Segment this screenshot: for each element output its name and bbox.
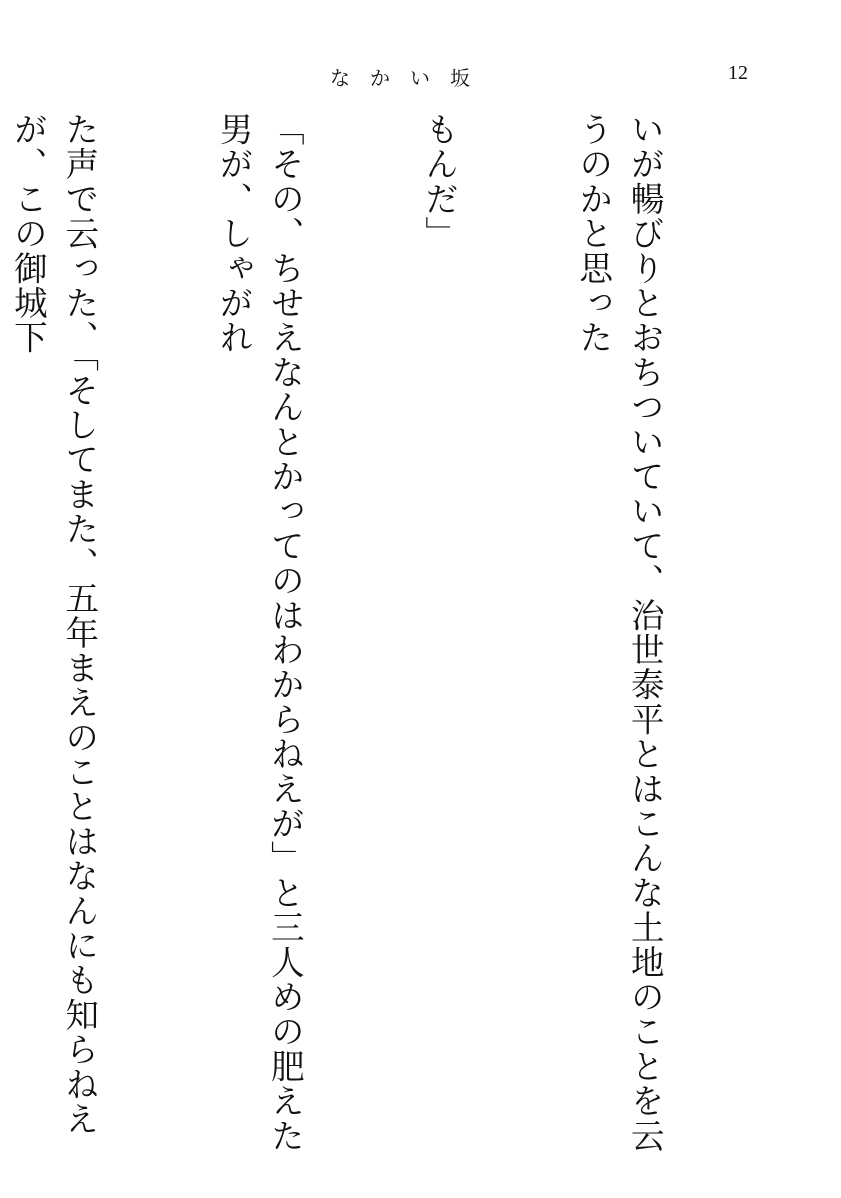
text-column: もんだ」 <box>419 112 459 251</box>
text-column: た声で云った、「そしてまた、五年まえのことはなんにも知らねえが、この御城下 <box>8 112 99 1137</box>
text-column: いが暢びりとおちついていて、治世泰平とはこんな土地のことを云うのかと思った <box>573 112 665 1153</box>
text-column: 「その、ちせえなんとかってのはわからねえが」と三人めの肥えた男が、しゃがれ <box>213 112 305 1153</box>
page-number: 12 <box>728 62 748 84</box>
body-text <box>8 112 773 1162</box>
running-title: なかい坂 <box>330 66 490 90</box>
